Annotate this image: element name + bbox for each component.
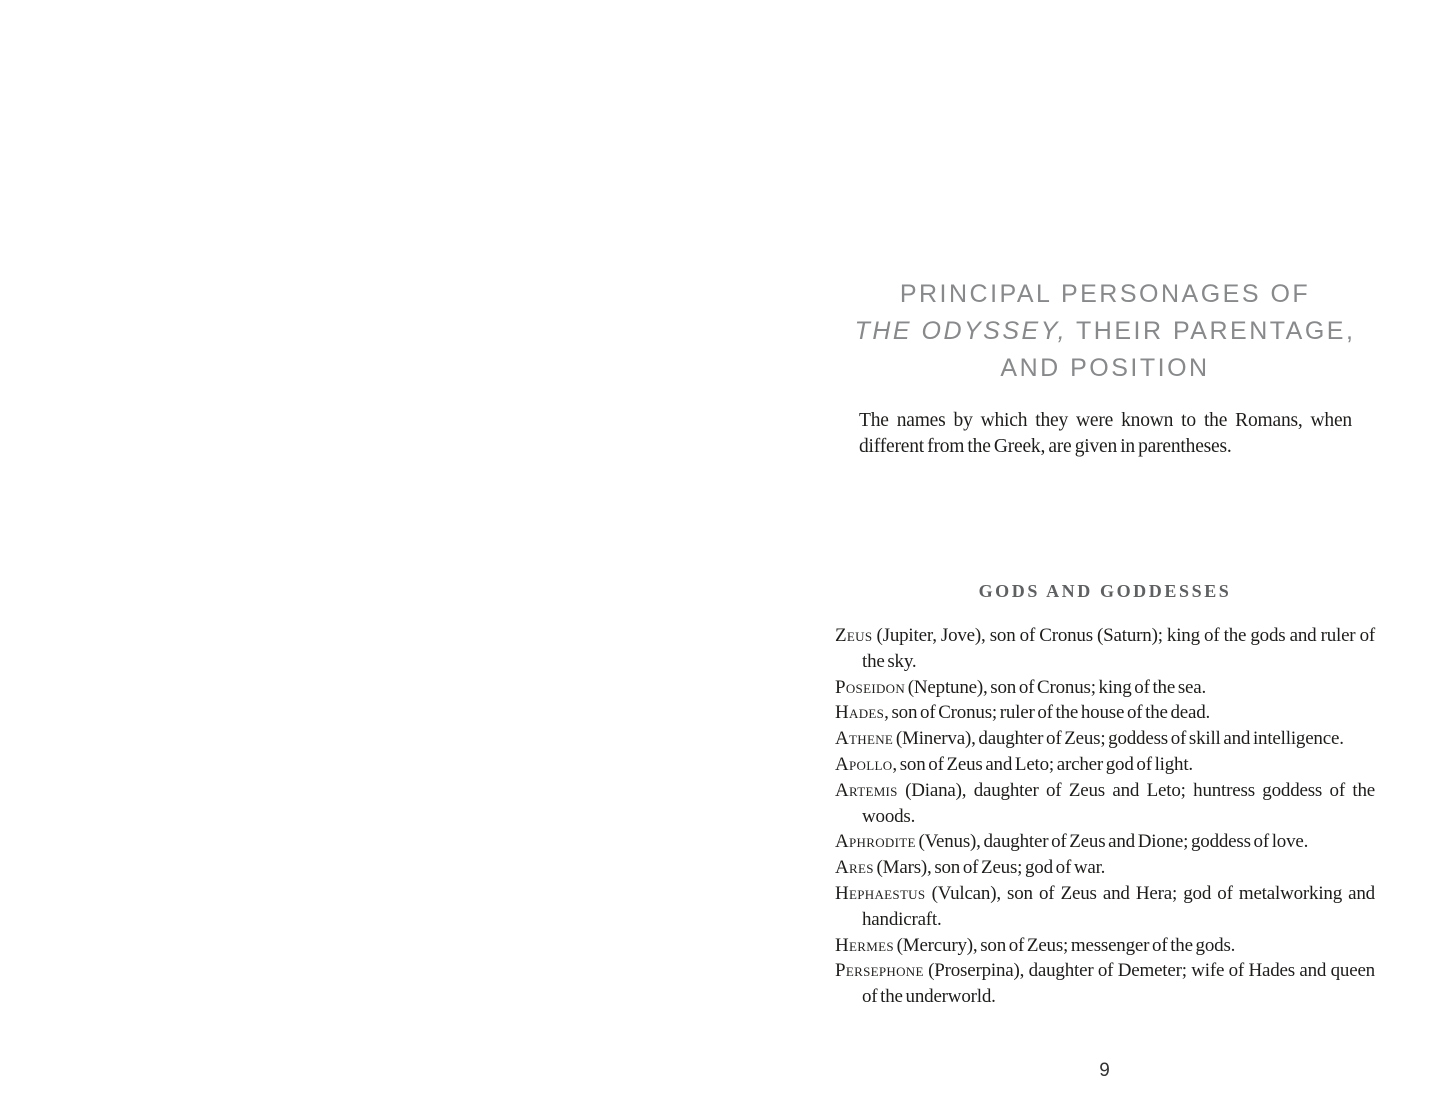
personage-name: Hermes xyxy=(835,934,894,956)
personage-name: Athene xyxy=(835,728,894,750)
personage-description: (Minerva), daughter of Zeus; goddess of skill and intelligence. xyxy=(893,728,1344,750)
page-number: 9 xyxy=(1099,1060,1111,1081)
chapter-title-line-3 xyxy=(835,350,1375,387)
personage-description: (Mercury), son of Zeus; messenger of the gods. xyxy=(893,934,1236,956)
intro-note: The names by which they were known to the Romans, when different from the Greek, are given in parentheses. xyxy=(859,410,1352,457)
personage-description: , son of Cronus; ruler of the house of the dead. xyxy=(884,702,1211,724)
personage-description: , son of Zeus and Leto; archer god of light. xyxy=(892,753,1193,775)
chapter-title-text-3: AND POSITION xyxy=(1000,354,1210,382)
book-name-italic: THE ODYSSEY, xyxy=(854,317,1068,345)
personage-name: Zeus xyxy=(835,625,873,646)
personage-description: (Vulcan), son of Zeus and Hera; god of metalworking and handicraft. xyxy=(862,882,1375,930)
chapter-title xyxy=(835,276,1375,387)
personage-entry xyxy=(835,933,1375,959)
personage-list xyxy=(835,623,1375,1010)
right-page xyxy=(835,0,1375,1120)
personage-description: (Jupiter, Jove), son of Cronus (Saturn); king of the gods and ruler of the sky. xyxy=(862,625,1375,672)
section-heading-gods-and-goddesses: GODS AND GODDESSES xyxy=(978,581,1232,601)
personage-entry xyxy=(835,881,1375,933)
chapter-title-text-1: PRINCIPAL PERSONAGES OF xyxy=(899,280,1311,308)
personage-name: Hephaestus xyxy=(835,882,926,904)
personage-entry xyxy=(835,726,1375,752)
personage-name: Apollo xyxy=(835,753,893,775)
personage-entry xyxy=(835,958,1375,1010)
personage-entry xyxy=(835,778,1375,830)
personage-name: Artemis xyxy=(835,779,898,801)
personage-description: (Mars), son of Zeus; god of war. xyxy=(873,857,1106,879)
personage-description: (Neptune), son of Cronus; king of the sea. xyxy=(905,676,1207,698)
personage-description: (Proserpina), daughter of Demeter; wife of Hades and queen of the underworld. xyxy=(862,960,1375,1008)
personage-entry xyxy=(835,855,1375,881)
personage-name: Poseidon xyxy=(835,676,906,698)
personage-description: (Diana), daughter of Zeus and Leto; huntress goddess of the woods. xyxy=(862,779,1375,827)
personage-entry xyxy=(835,829,1375,855)
personage-name: Persephone xyxy=(835,960,924,982)
personage-name: Ares xyxy=(835,857,874,879)
personage-entry xyxy=(835,623,1375,675)
personage-description: (Venus), daughter of Zeus and Dione; goddess of love. xyxy=(915,831,1309,853)
personage-name: Hades xyxy=(835,702,885,724)
personage-entry xyxy=(835,752,1375,778)
personage-name: Aphrodite xyxy=(835,831,916,853)
chapter-title-text-2: THEIR PARENTAGE, xyxy=(1067,317,1356,345)
personage-entry xyxy=(835,700,1375,726)
chapter-title-line-2 xyxy=(835,313,1375,350)
personage-entry xyxy=(835,675,1375,701)
chapter-title-line-1 xyxy=(835,276,1375,313)
